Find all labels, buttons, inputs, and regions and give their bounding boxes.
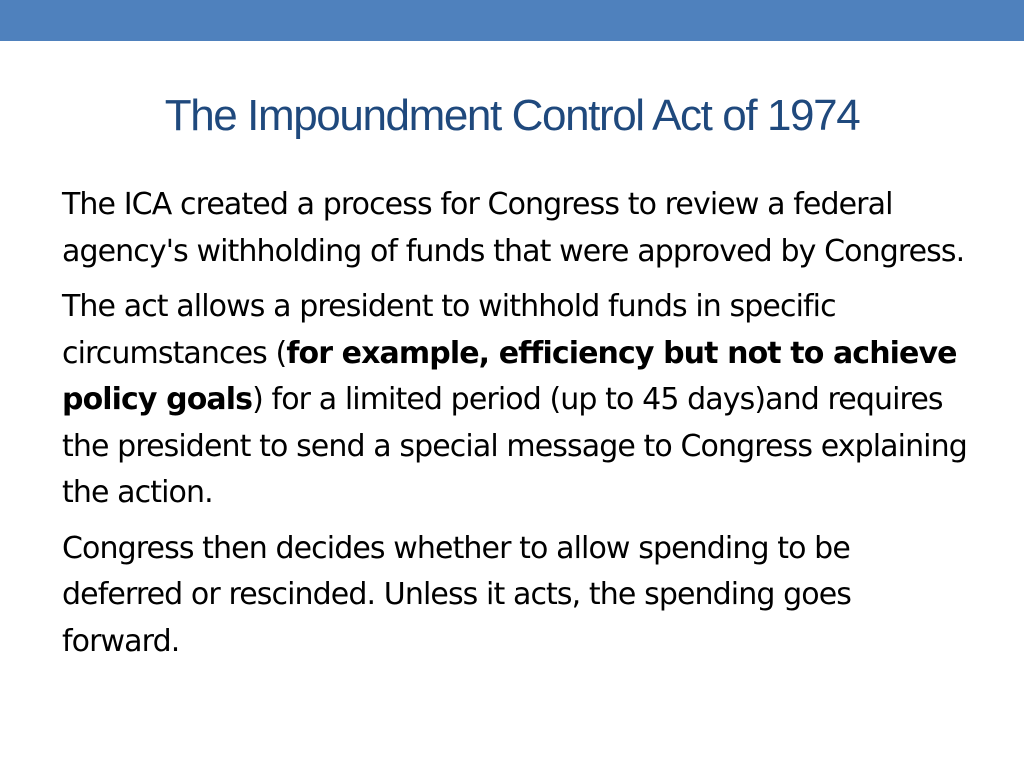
paragraph-text-end: ) for a limited period (up to 45 days)and requires the president to send a special message to Congress explaining the action. (62, 382, 967, 510)
top-accent-bar (0, 0, 1024, 41)
paragraph-president-withhold (62, 284, 967, 517)
slide-body (62, 182, 967, 674)
paragraph-ica-process: The ICA created a process for Congress to review a federal agency's withholding of funds that were approved by Congress. (62, 187, 965, 269)
paragraph-congress-decides: Congress then decides whether to allow spending to be deferred or rescinded. Unless it acts, the spending goes forward. (62, 530, 851, 659)
bold-emphasis: for example, efficiency but not to achieve policy goals (62, 335, 957, 417)
paragraph-text-start: The act allows a president to withhold funds in specific circumstances ( (62, 289, 836, 371)
slide-title: The Impoundment Control Act of 1974 (164, 91, 860, 140)
